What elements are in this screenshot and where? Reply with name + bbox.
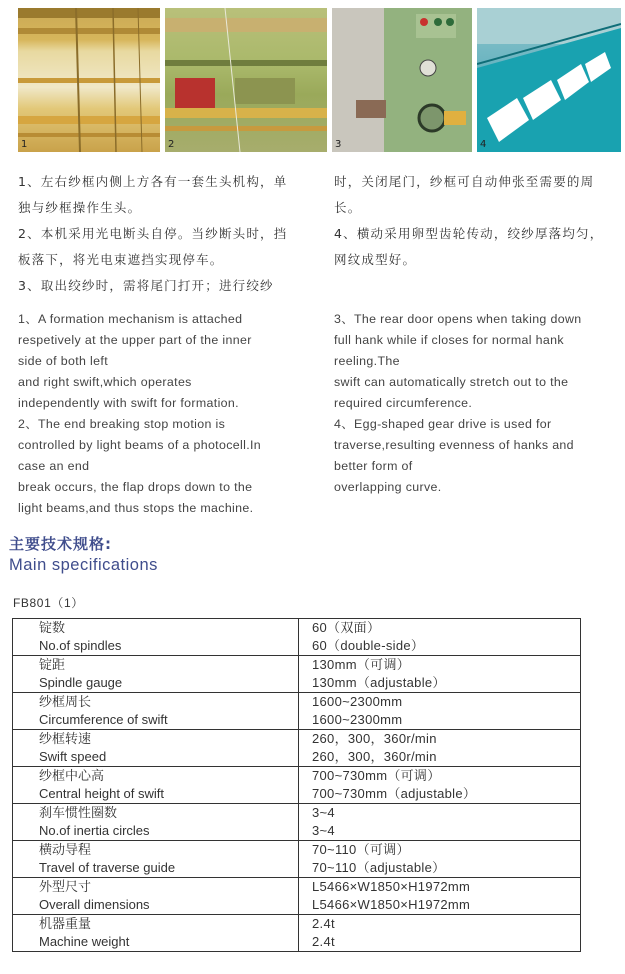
spec-row-traverse-travel: [13, 841, 581, 878]
spec-row-inertia-circles: [13, 804, 581, 841]
en-line: 3、The rear door opens when taking down: [334, 312, 582, 326]
spec-value-en: 60（double-side）: [312, 638, 425, 653]
spec-value-cell: [299, 804, 581, 841]
spec-value-cell: [299, 730, 581, 767]
spec-value-zh: 260，300，360r/min: [312, 731, 437, 746]
cn-line: 板落下，将光电束遮挡实现停车。: [18, 252, 224, 267]
spec-value-zh: 130mm（可调）: [312, 657, 411, 672]
cn-line: 独与纱框操作生头。: [18, 200, 142, 215]
specs-heading-en: Main specifications: [9, 556, 158, 574]
photo-number: 2: [168, 139, 175, 150]
spec-label-zh: 锭数: [39, 620, 66, 635]
spec-label-cell: [13, 619, 299, 656]
spec-label-en: Travel of traverse guide: [39, 860, 176, 875]
spec-label-zh: 横动导程: [39, 842, 92, 857]
en-line: reeling.The: [334, 354, 400, 368]
cn-line: 网纹成型好。: [334, 252, 417, 267]
spec-value-cell: [299, 841, 581, 878]
en-line: overlapping curve.: [334, 480, 442, 494]
photo-1-drawing: [18, 8, 160, 152]
photo-strip: [18, 8, 621, 152]
spec-value-zh: 1600~2300mm: [312, 694, 403, 709]
spec-value-zh: L5466×W1850×H1972mm: [312, 879, 471, 894]
spec-value-cell: [299, 878, 581, 915]
spec-value-zh: 60（双面）: [312, 620, 381, 635]
spec-label-zh: 外型尺寸: [39, 879, 92, 894]
cn-line: 2、本机采用光电断头自停。当纱断头时，挡: [18, 226, 288, 241]
spec-row-spindle-gauge: [13, 656, 581, 693]
spec-value-cell: [299, 767, 581, 804]
spec-label-en: Circumference of swift: [39, 712, 168, 727]
spec-row-central-height: [13, 767, 581, 804]
spec-label-zh: 锭距: [39, 657, 66, 672]
photo-traverse-hanks: [477, 8, 621, 152]
spec-value-en: 1600~2300mm: [312, 712, 403, 727]
spec-label-cell: [13, 730, 299, 767]
spec-value-en: 2.4t: [312, 934, 335, 949]
spec-value-zh: 70~110（可调）: [312, 842, 410, 857]
en-line: case an end: [18, 459, 90, 473]
spec-label-cell: [13, 915, 299, 952]
spec-label-en: Overall dimensions: [39, 897, 150, 912]
spec-row-swift-speed: [13, 730, 581, 767]
photo-number: 1: [21, 139, 28, 150]
spec-label-zh: 机器重量: [39, 916, 92, 931]
spec-label-en: No.of spindles: [39, 638, 122, 653]
en-line: controlled by light beams of a photocell.In: [18, 438, 262, 452]
model-number: FB801（1）: [13, 596, 84, 610]
spec-row-circumference: [13, 693, 581, 730]
en-line: swift can automatically stretch out to the: [334, 375, 569, 389]
en-line: required circumference.: [334, 396, 473, 410]
spec-value-cell: [299, 656, 581, 693]
photo-rear-door: [332, 8, 472, 152]
spec-value-en: 700~730mm（adjustable）: [312, 786, 477, 801]
cn-features-left: [18, 169, 308, 299]
spec-value-en: L5466×W1850×H1972mm: [312, 897, 471, 912]
en-line: break occurs, the flap drops down to the: [18, 480, 253, 494]
spec-label-en: Machine weight: [39, 934, 130, 949]
cn-line: 4、横动采用卵型齿轮传动，绞纱厚落均匀，: [334, 226, 604, 241]
en-features-left: [18, 309, 308, 519]
photo-number: 3: [335, 139, 342, 150]
en-line: full hank while if closes for normal hank: [334, 333, 564, 347]
spec-value-en: 70~110（adjustable）: [312, 860, 446, 875]
spec-row-weight: [13, 915, 581, 952]
spec-label-en: Spindle gauge: [39, 675, 123, 690]
spec-label-cell: [13, 767, 299, 804]
en-line: better form of: [334, 459, 413, 473]
spec-label-en: Swift speed: [39, 749, 107, 764]
spec-label-en: Central height of swift: [39, 786, 165, 801]
spec-value-zh: 3~4: [312, 805, 335, 820]
spec-value-en: 3~4: [312, 823, 335, 838]
specs-table: [12, 618, 581, 952]
en-line: 1、A formation mechanism is attached: [18, 312, 243, 326]
spec-value-cell: [299, 619, 581, 656]
en-line: 4、Egg-shaped gear drive is used for: [334, 417, 552, 431]
en-line: traverse,resulting evenness of hanks and: [334, 438, 574, 452]
cn-line: 时，关闭尾门，纱框可自动伸张至需要的周: [334, 174, 595, 189]
photo-4-drawing: [477, 8, 621, 152]
en-line: side of both left: [18, 354, 108, 368]
photo-formation-mechanism: [18, 8, 160, 152]
cn-line: 1、左右纱框内侧上方各有一套生头机构，单: [18, 174, 288, 189]
cn-line: 3、取出绞纱时，需将尾门打开；进行绞纱: [18, 278, 274, 293]
en-line: independently with swift for formation.: [18, 396, 239, 410]
spec-value-en: 260，300，360r/min: [312, 749, 437, 764]
spec-label-cell: [13, 693, 299, 730]
spec-value-cell: [299, 693, 581, 730]
spec-value-cell: [299, 915, 581, 952]
spec-label-cell: [13, 804, 299, 841]
en-line: respetively at the upper part of the inner: [18, 333, 252, 347]
photo-3-drawing: [332, 8, 472, 152]
spec-label-cell: [13, 878, 299, 915]
spec-value-zh: 2.4t: [312, 916, 335, 931]
en-features-right: [334, 309, 619, 498]
spec-label-zh: 刹车惯性圈数: [39, 805, 118, 820]
en-line: and right swift,which operates: [18, 375, 192, 389]
spec-label-cell: [13, 841, 299, 878]
spec-label-zh: 纱框转速: [39, 731, 92, 746]
spec-label-cell: [13, 656, 299, 693]
photo-number: 4: [480, 139, 487, 150]
spec-row-spindles: [13, 619, 581, 656]
spec-value-zh: 700~730mm（可调）: [312, 768, 441, 783]
specs-heading: [9, 534, 158, 576]
en-line: light beams,and thus stops the machine.: [18, 501, 254, 515]
spec-value-en: 130mm（adjustable）: [312, 675, 446, 690]
photo-stop-motion: [165, 8, 327, 152]
spec-row-dimensions: [13, 878, 581, 915]
spec-label-zh: 纱框中心高: [39, 768, 105, 783]
spec-label-zh: 纱框周长: [39, 694, 92, 709]
en-line: 2、The end breaking stop motion is: [18, 417, 226, 431]
spec-label-en: No.of inertia circles: [39, 823, 150, 838]
cn-features-right: [334, 169, 619, 273]
cn-line: 长。: [334, 200, 362, 215]
specs-heading-zh: 主要技术规格:: [9, 535, 112, 553]
photo-2-drawing: [165, 8, 327, 152]
